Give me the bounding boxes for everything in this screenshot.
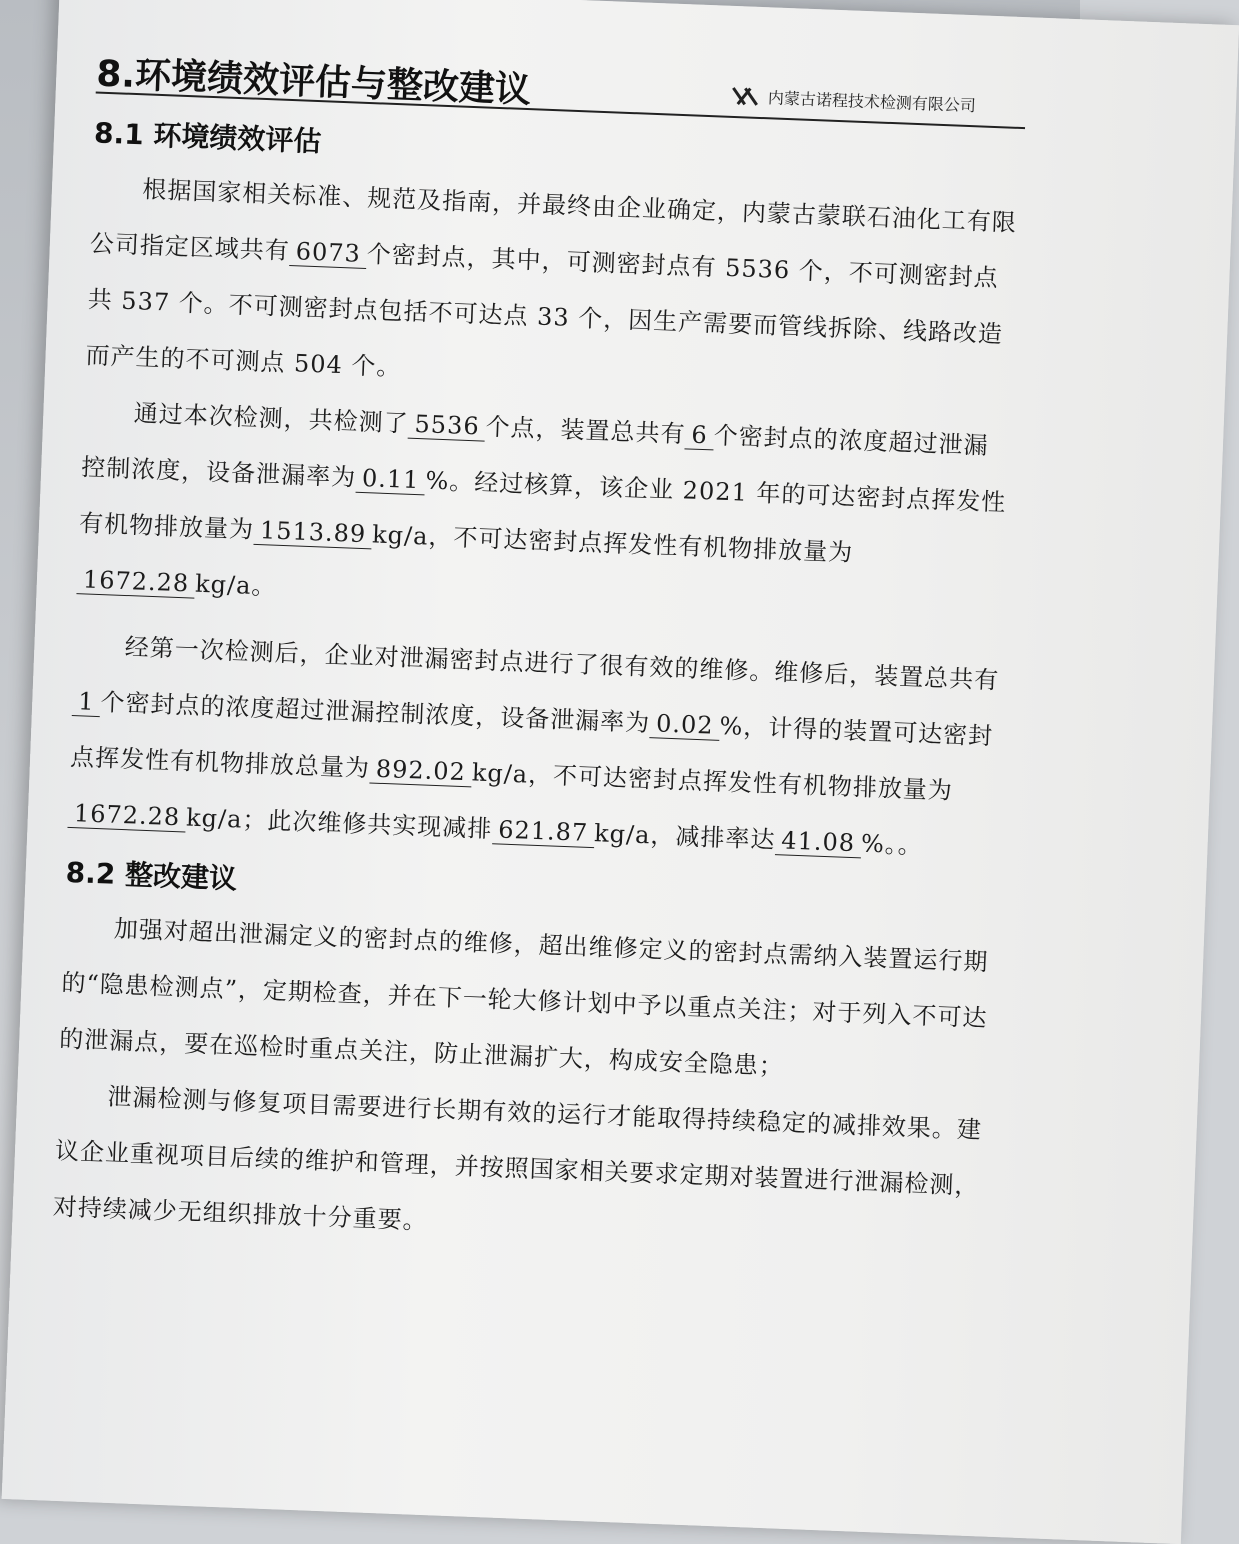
text-run: %。经过核算，该企业 2021 年的可达密封点挥发性有机物排放量为 bbox=[78, 466, 1007, 544]
paragraph-rectification-1: 加强对超出泄漏定义的密封点的维修，超出维修定义的密封点需纳入装置运行期的“隐患检测点”，定期检查，并在下一轮大修计划中予以重点关注；对于列入不可达的泄漏点，要在巡检时重点关注，防止泄漏扩大，构成安全隐患； bbox=[58, 914, 989, 1081]
text-run: %。。 bbox=[860, 829, 924, 860]
total-points-value: 6073 bbox=[289, 237, 367, 269]
reachable-emission-after-value: 892.02 bbox=[369, 754, 472, 787]
text-run: 个密封点，其中，可测密封点有 5536 个，不可测密封点共 537 个。不可测密封点包括不可达点 33 个，因生产需要而管线拆除、线路改造而产生的不可测点 504 个。 bbox=[85, 239, 1004, 382]
text-run: %，计得的装置可达密封点挥发性有机物排放总量为 bbox=[69, 711, 994, 783]
company-logo-icon bbox=[730, 84, 761, 107]
section-title-8-2: 8.2 整改建议 bbox=[65, 855, 238, 896]
company-name: 内蒙古诺程技术检测有限公司 bbox=[767, 88, 977, 116]
leak-rate-value: 0.11 bbox=[356, 464, 426, 496]
text-run: kg/a；此次维修共实现减排 bbox=[185, 803, 493, 844]
page-header bbox=[96, 6, 1029, 130]
text-run: kg/a，不可达密封点挥发性有机物排放量为 bbox=[371, 520, 854, 567]
text-run: kg/a，不可达密封点挥发性有机物排放量为 bbox=[471, 758, 954, 805]
chapter-title: 8.环境绩效评估与整改建议 bbox=[95, 53, 532, 112]
detected-points-value: 5536 bbox=[408, 410, 486, 442]
document-page bbox=[2, 0, 1239, 1544]
text-run: 根据国家相关标准、规范及指南，并最终由企业确定，内蒙古蒙联石油化工有限公司指定区域共有 bbox=[89, 175, 1018, 266]
paragraph-rectification-2: 泄漏检测与修复项目需要进行长期有效的运行才能取得持续稳定的减排效果。建议企业重视项目后续的维护和管理，并按照国家相关要求定期对装置进行泄漏检测，对持续减少无组织排放十分重要。 bbox=[52, 1082, 983, 1236]
reachable-emission-value: 1513.89 bbox=[253, 516, 372, 550]
text-run: 经第一次检测后，企业对泄漏密封点进行了很有效的维修。维修后，装置总共有 bbox=[124, 632, 1000, 695]
text-run: kg/a。 bbox=[194, 569, 277, 601]
exceed-points-value: 6 bbox=[685, 420, 714, 450]
text-run: 个点，装置总共有 bbox=[485, 412, 687, 449]
paragraph-repair-results bbox=[67, 617, 1005, 877]
reduction-rate-value: 41.08 bbox=[775, 826, 862, 858]
paragraph-detection-results bbox=[76, 383, 1014, 643]
section-title-8-1: 8.1 环境绩效评估 bbox=[93, 116, 322, 159]
unreachable-emission-value: 1672.28 bbox=[76, 565, 195, 599]
unreachable-emission-after-value: 1672.28 bbox=[67, 799, 186, 833]
running-header-mark bbox=[89, 0, 133, 1]
reduction-value: 621.87 bbox=[492, 815, 595, 848]
exceed-points-after-value: 1 bbox=[72, 687, 101, 717]
text-run: kg/a，减排率达 bbox=[593, 819, 776, 855]
company-header bbox=[730, 84, 977, 116]
text-run: 个密封点的浓度超过泄漏控制浓度，设备泄漏率为 bbox=[80, 421, 990, 492]
text-run: 个密封点的浓度超过泄漏控制浓度，设备泄漏率为 bbox=[100, 688, 651, 738]
leak-rate-after-value: 0.02 bbox=[650, 709, 720, 741]
paragraph-seal-overview bbox=[85, 159, 1023, 419]
page-content bbox=[52, 6, 1029, 1271]
text-run: 通过本次检测，共检测了 bbox=[133, 399, 410, 438]
